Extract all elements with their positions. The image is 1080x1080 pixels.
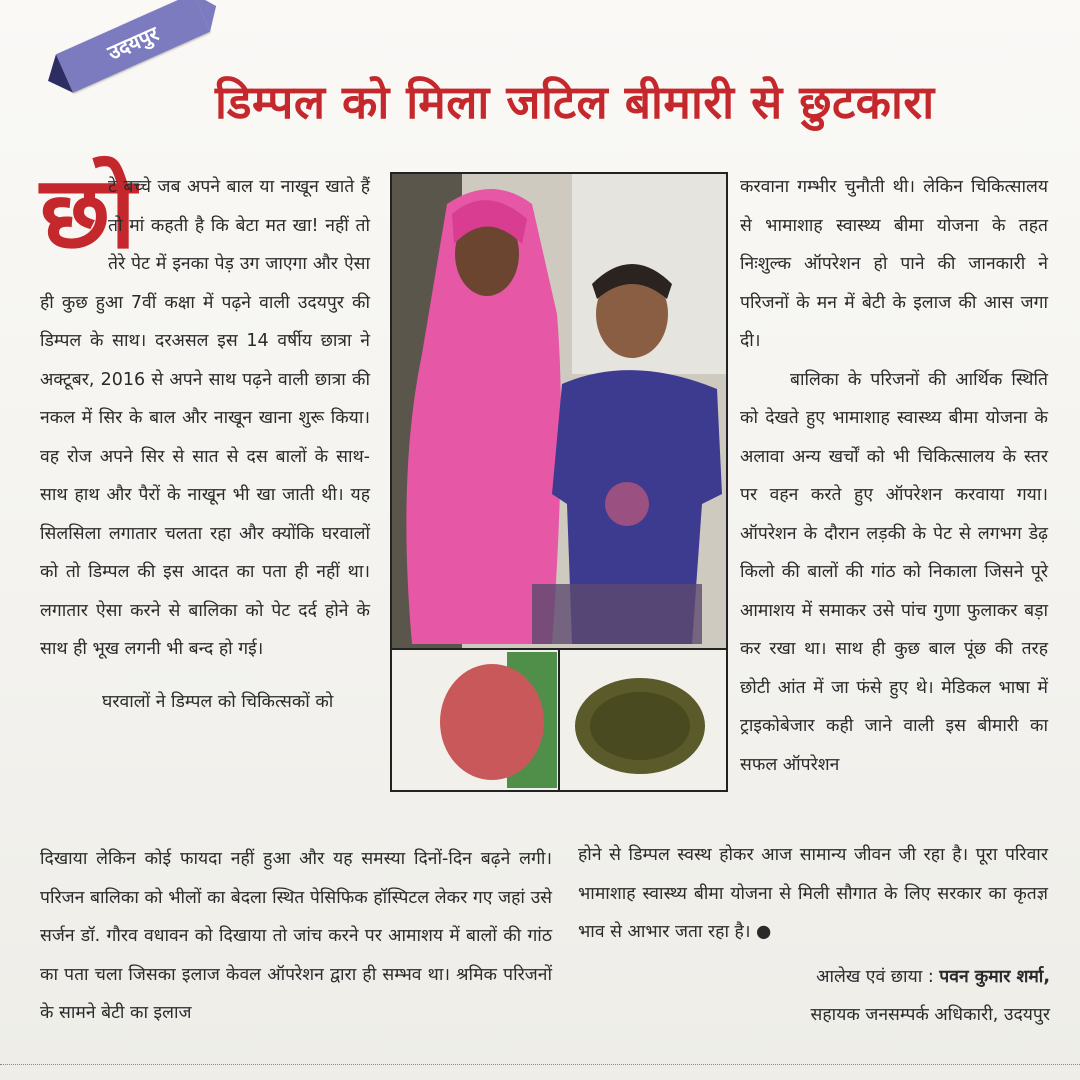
left-column [40, 154, 370, 721]
bottom-right-column [578, 836, 1048, 952]
right-paragraph-2: बालिका के परिजनों की आर्थिक स्थिति को देखते हुए भामाशाह स्वास्थ्य बीमा योजना के अलावा अन्य खर्चों को भी चिकित्सालय के स्तर पर वहन करते हुए ऑपरेशन करवाया गया। ऑपरेशन के दौरान लड़की के पेट से लगभग डेढ़ किलो की बालों की गांठ को निकाला जिसने पूरे आमाशय में समाकर उसे पांच गुणा फुलाकर बड़ा कर रखा था। साथ ही कुछ बाल पूंछ की तरह छोटी आंत में जा फंसे हुए थे। मेडिकल भाषा में ट्राइकोबेजार कही जाने वाली इस बीमारी का सफल ऑपरेशन [740, 369, 1048, 775]
left-paragraph-1 [40, 154, 370, 669]
bottom-left-text: दिखाया लेकिन कोई फायदा नहीं हुआ और यह समस्या दिनों-दिन बढ़ने लगी। परिजन बालिका को भीलों का बेदला स्थित पेसिफिक हॉस्पिटल लेकर गए जहां उसे सर्जन डॉ. गौरव वधावन को दिखाया तो जांच करने पर आमाशय में बालों की गांठ का पता चला जिसका इलाज केवल ऑपरेशन द्वारा ही सम्भव था। श्रमिक परिजनों के सामने बेटी का इलाज [40, 849, 552, 1023]
bottom-left-column [40, 840, 552, 1033]
stomach-photo [440, 664, 544, 780]
byline [580, 958, 1050, 1034]
right-column [740, 168, 1048, 784]
bottom-dotted-rule [0, 1064, 1080, 1065]
section-tag-ribbon [56, 0, 210, 93]
section-tag-label: उदयपुर [104, 21, 162, 65]
byline-prefix: आलेख एवं छाया : [816, 967, 940, 987]
byline-author: पवन कुमार शर्मा, [939, 967, 1050, 987]
left-paragraph-2-start: घरवालों ने डिम्पल को चिकित्सकों को [102, 691, 334, 712]
bottom-right-text: होने से डिम्पल स्वस्थ होकर आज सामान्य जीवन जी रहा है। पूरा परिवार भामाशाह स्वास्थ्य बीमा योजना से मिली सौगात के लिए सरकार का कृतज्ञ भाव से आभार जता रहा है। ● [578, 845, 1048, 942]
article-headline: डिम्पल को मिला जटिल बीमारी से छुटकारा [215, 75, 935, 129]
article-photo [390, 172, 728, 792]
drop-cap: छो [40, 154, 136, 271]
right-paragraph-1: करवाना गम्भीर चुनौती थी। लेकिन चिकित्सालय से भामाशाह स्वास्थ्य बीमा योजना के तहत निःशुल्क ऑपरेशन हो पाने की जानकारी ने परिजनों के मन में बेटी के इलाज की आस जगा दी। [740, 177, 1048, 351]
photo-illustration [392, 174, 726, 790]
byline-line-2: सहायक जनसम्पर्क अधिकारी, उदयपुर [810, 1005, 1050, 1025]
byline-line-1 [580, 958, 1050, 996]
left-paragraph-1-text: टे बच्चे जब अपने बाल या नाखून खाते हैं तो मां कहती है कि बेटा मत खा! नहीं तो तेरे पेट में इनका पेड़ उग जाएगा और ऐसा ही कुछ हुआ 7वीं कक्षा में पढ़ने वाली उदयपुर की डिम्पल के साथ। दरअसल इस 14 वर्षीय छात्रा ने अक्टूबर, 2016 से अपने साथ पढ़ने वाली छात्रा की नकल में सिर के बाल और नाखून खाना शुरू किया। वह रोज अपने सिर से सात से दस बालों के साथ-साथ हाथ और पैरों के नाखून भी खा जाती थी। यह सिलसिला लगातार चलता रहा और क्योंकि घरवालों को तो डिम्पल की इस आदत का पता ही नहीं था। लगातार ऐसा करने से बालिका को पेट दर्द होने के साथ ही भूख लगनी भी बन्द हो गई। [40, 177, 370, 659]
